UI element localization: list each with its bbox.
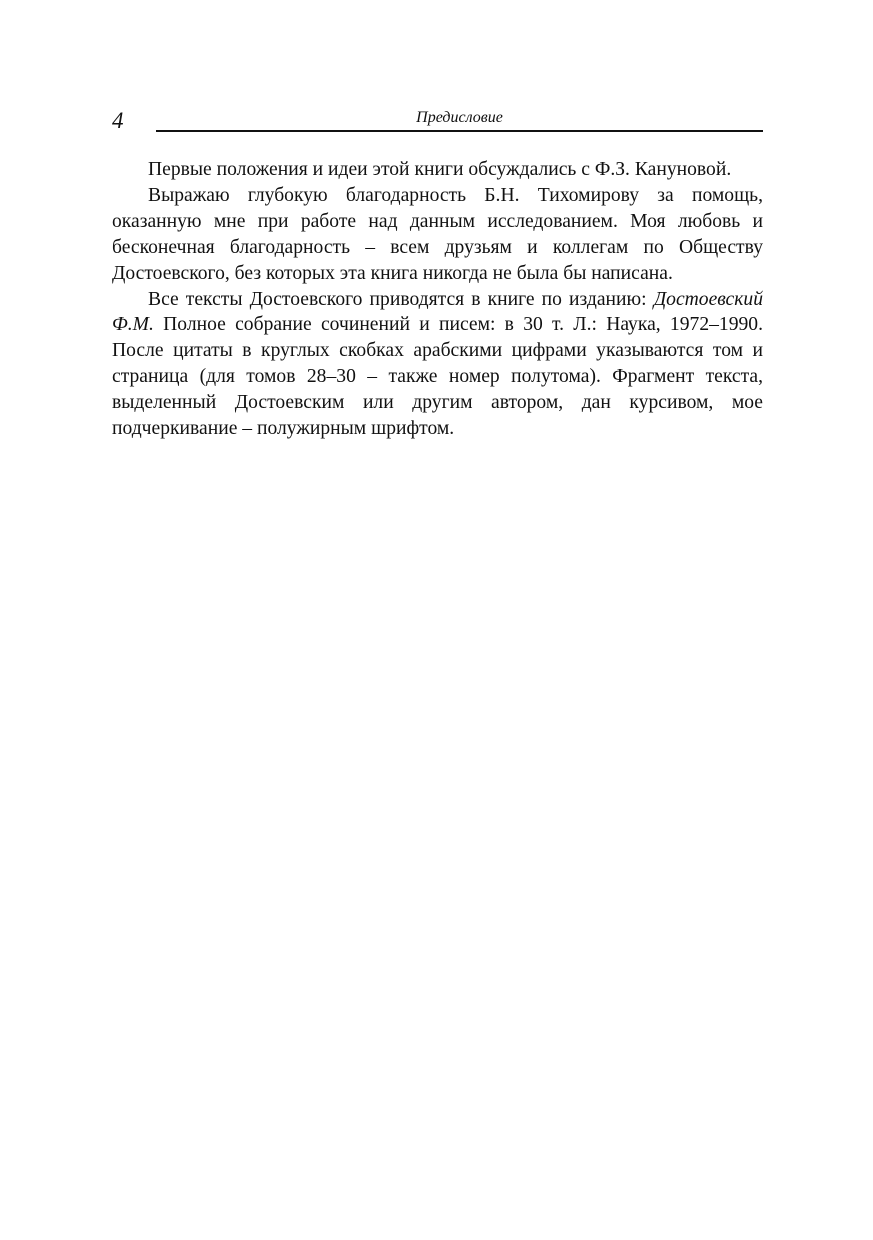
page-number: 4 [112, 108, 124, 133]
paragraph-1 [112, 157, 763, 183]
paragraph-3 [112, 287, 763, 442]
header-rule [156, 130, 763, 132]
paragraph-1-text: Первые положения и идеи этой книги обсуждались с Ф.З. Кануновой. [148, 159, 732, 180]
paragraph-2-text: Выражаю глубокую благодарность Б.Н. Тихомирову за помощь, оказанную мне при работе над данным исследованием. Моя любовь и бесконечная благодарность – всем друзьям и коллегам по Обществу Достоевского, без которых эта книга никогда не была бы написана. [112, 184, 763, 284]
paragraph-3-italic-author: Достоевский Ф.М. [112, 288, 763, 336]
running-title: Предисловие [416, 109, 503, 126]
paragraph-2 [112, 183, 763, 287]
paragraph-3-lead: Все тексты Достоевского приводятся в книге по изданию: [148, 288, 654, 310]
body-text [112, 157, 763, 442]
paragraph-3-rest: Полное собрание сочинений и писем: в 30 т. Л.: Наука, 1972–1990. После цитаты в круглых скобках арабскими цифрами указываются том и страница (для томов 28–30 – также номер полутома). Фрагмент текста, выделенный Достоевским или другим автором, дан курсивом, мое подчеркивание – полужирным шрифтом. [112, 314, 763, 440]
